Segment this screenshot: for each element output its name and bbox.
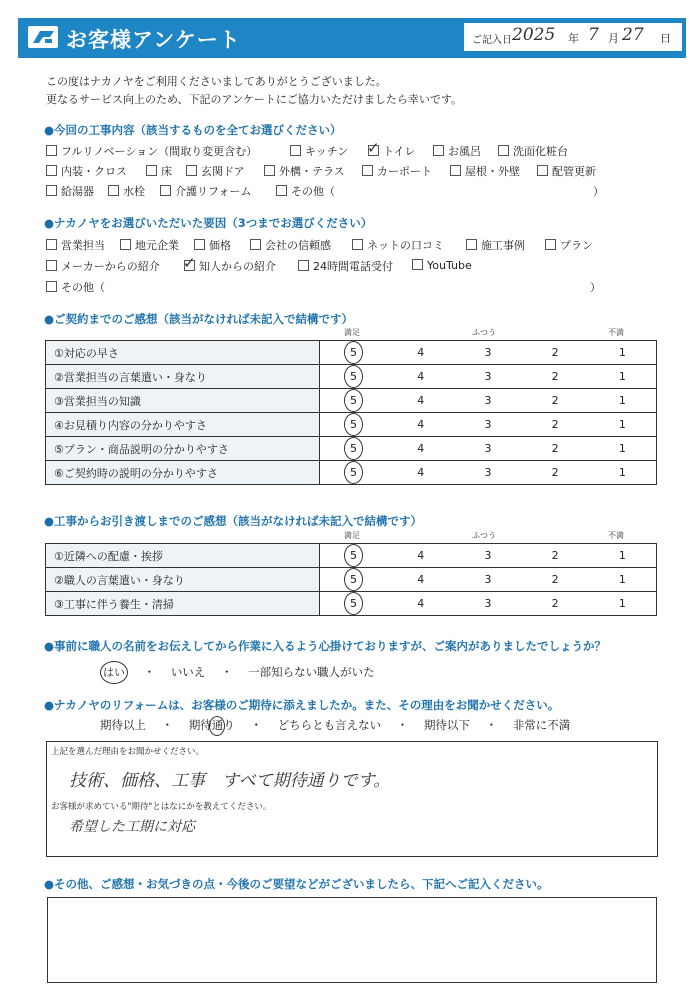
rating-value: 2 xyxy=(551,573,559,586)
q2-option-other[interactable]: その他（ xyxy=(46,279,105,295)
rating-option[interactable] xyxy=(319,365,387,389)
rating-value: 5 xyxy=(344,413,363,436)
rating-question: ②職人の言葉遣い・身なり xyxy=(46,568,320,592)
rating-option[interactable] xyxy=(454,341,521,365)
rating-option[interactable] xyxy=(589,592,657,616)
rating-question: ③工事に伴う養生・清掃 xyxy=(46,592,320,616)
q1-option[interactable]: フルリノベーション（間取り変更含む） xyxy=(46,143,257,159)
date-field[interactable] xyxy=(464,23,682,51)
q5-heading: ●事前に職人の名前をお伝えしてから作業に入るよう心掛けておりますが、ご案内がありましたでしょうか？ xyxy=(44,639,607,653)
rating-option[interactable] xyxy=(454,592,521,616)
rating-value: 3 xyxy=(484,597,492,610)
rating-option[interactable] xyxy=(387,437,454,461)
rating-row xyxy=(46,592,657,616)
q6-option[interactable]: どちらとも言えない xyxy=(277,718,382,732)
expect-handwriting: 希望した工期に対応 xyxy=(69,819,195,835)
scale-mid-label: ふつう xyxy=(472,328,496,337)
q1-option[interactable]: 玄関ドア xyxy=(186,163,245,179)
q7-heading: ●その他、ご感想・お気づきの点・今後のご要望などがございましたら、下記へご記入ください。 xyxy=(44,877,549,891)
q2-option[interactable]: 会社の信頼感 xyxy=(250,237,331,253)
rating-value: 2 xyxy=(551,346,559,359)
rating-question: ⑥ご契約時の説明の分かりやすさ xyxy=(46,461,320,485)
reason-label: 上記を選んだ理由をお聞かせください。 xyxy=(51,747,205,757)
q2-option[interactable]: 地元企業 xyxy=(120,237,179,253)
rating-value: 3 xyxy=(484,370,492,383)
rating-value: 5 xyxy=(344,592,363,615)
rating-value: 2 xyxy=(551,418,559,431)
q1-other-close: ） xyxy=(593,185,604,198)
q6-reason-box[interactable] xyxy=(46,741,658,857)
rating-option[interactable] xyxy=(522,544,589,568)
q6-option[interactable]: 期待以下 xyxy=(423,718,470,732)
rating-value: 4 xyxy=(417,597,425,610)
rating-value: 3 xyxy=(484,442,492,455)
rating-value: 1 xyxy=(618,370,626,383)
q5-option-no[interactable]: いいえ xyxy=(170,665,206,679)
rating-option[interactable] xyxy=(454,568,521,592)
rating-row xyxy=(46,341,657,365)
rating-option[interactable] xyxy=(454,461,521,485)
rating-option[interactable] xyxy=(589,365,657,389)
date-day: 27 xyxy=(622,25,644,45)
reason-handwriting: 技術、価格、工事 すべて期待通りです。 xyxy=(69,771,391,791)
date-year: 2025 xyxy=(512,25,556,45)
nakanoya-logo xyxy=(28,26,58,48)
q2-option[interactable]: 24時間電話受付 xyxy=(298,258,393,274)
scale-low-label: 不満 xyxy=(608,531,624,540)
rating-value: 3 xyxy=(484,466,492,479)
q1-option[interactable]: キッチン xyxy=(290,143,348,159)
rating-question: ④お見積り内容の分かりやすさ xyxy=(46,413,320,437)
q4-rating-table xyxy=(45,543,657,616)
scale-high-label: 満足 xyxy=(344,328,360,337)
rating-value: 1 xyxy=(618,418,626,431)
comment-box[interactable] xyxy=(47,897,657,983)
rating-value: 1 xyxy=(618,466,626,479)
rating-option[interactable] xyxy=(522,592,589,616)
rating-value: 1 xyxy=(618,442,626,455)
q2-option[interactable]: YouTube xyxy=(412,258,472,272)
rating-option[interactable] xyxy=(454,365,521,389)
q5-option-partial[interactable]: 一部知らない職人がいた xyxy=(248,665,375,679)
q3-rating-table xyxy=(45,340,657,485)
rating-value: 4 xyxy=(417,394,425,407)
rating-option[interactable] xyxy=(319,389,387,413)
rating-option[interactable] xyxy=(387,568,454,592)
date-label: ご記入日 xyxy=(472,35,512,46)
rating-option[interactable] xyxy=(387,592,454,616)
rating-value: 1 xyxy=(618,346,626,359)
rating-question: ⑤プラン・商品説明の分かりやすさ xyxy=(46,437,320,461)
rating-value: 5 xyxy=(344,365,363,388)
day-unit: 日 xyxy=(660,32,671,45)
rating-question: ①対応の早さ xyxy=(46,341,320,365)
rating-value: 2 xyxy=(551,466,559,479)
rating-value: 2 xyxy=(551,394,559,407)
rating-option[interactable] xyxy=(387,413,454,437)
q4-heading: ●工事からお引き渡しまでのご感想（該当がなければ未記入で結構です） xyxy=(44,514,423,528)
q6-options: 期待以上 ・ 期待通り ・ どちらとも言えない ・ 期待以下 ・ 非常に不満 xyxy=(100,717,570,733)
selection-circle xyxy=(209,716,225,736)
rating-row xyxy=(46,544,657,568)
rating-question: ②営業担当の言葉遣い・身なり xyxy=(46,365,320,389)
rating-option[interactable] xyxy=(387,544,454,568)
check-mark-icon: ✓ xyxy=(367,139,380,157)
q6-option[interactable]: 期待以上 xyxy=(100,718,146,732)
rating-option[interactable] xyxy=(522,365,589,389)
intro-line-2: 更なるサービス向上のため、下記のアンケートにご協力いただけましたら幸いです。 xyxy=(46,93,463,106)
expect-label: お客様が求めている"期待"とはなにかを教えてください。 xyxy=(51,802,272,812)
scale-low-label: 不満 xyxy=(608,328,624,337)
rating-option[interactable] xyxy=(589,413,657,437)
q2-option[interactable]: ネットの口コミ xyxy=(352,237,444,253)
rating-option[interactable] xyxy=(589,437,657,461)
q1-option[interactable]: 水栓 xyxy=(108,183,145,199)
rating-row xyxy=(46,365,657,389)
rating-question: ①近隣への配慮・挨拶 xyxy=(46,544,320,568)
rating-value: 4 xyxy=(417,573,425,586)
q2-heading: ●ナカノヤをお選びいただいた要因（3つまでお選びください） xyxy=(44,216,373,230)
rating-value: 4 xyxy=(417,370,425,383)
rating-option[interactable] xyxy=(522,461,589,485)
q5-options: はい ・ いいえ ・ 一部知らない職人がいた xyxy=(100,661,375,684)
rating-value: 5 xyxy=(344,568,363,591)
rating-row xyxy=(46,413,657,437)
rating-value: 3 xyxy=(484,346,492,359)
q1-heading: ●今回の工事内容（該当するものを全てお選びください） xyxy=(44,123,342,137)
rating-option[interactable] xyxy=(319,568,387,592)
header-banner xyxy=(18,18,686,58)
rating-row xyxy=(46,568,657,592)
rating-value: 4 xyxy=(417,549,425,562)
rating-option[interactable] xyxy=(454,437,521,461)
rating-option[interactable] xyxy=(387,389,454,413)
rating-value: 4 xyxy=(417,466,425,479)
rating-option[interactable] xyxy=(522,437,589,461)
q1-option[interactable]: 内装・クロス xyxy=(46,163,127,179)
rating-row xyxy=(46,437,657,461)
q6-option[interactable]: 非常に不満 xyxy=(512,718,571,732)
q2-option[interactable]: プラン xyxy=(545,237,593,253)
check-mark-icon: ✓ xyxy=(183,254,196,272)
rating-value: 5 xyxy=(344,461,363,484)
q1-option[interactable]: お風呂 xyxy=(433,143,481,159)
q6-option-selected[interactable]: 期待通り xyxy=(189,718,239,732)
rating-option[interactable] xyxy=(319,461,387,485)
rating-value: 2 xyxy=(551,597,559,610)
rating-option[interactable] xyxy=(387,341,454,365)
q6-heading: ●ナカノヤのリフォームは、お客様のご期待に添えましたか。また、その理由をお聞かせください。 xyxy=(44,698,560,712)
page-title: お客様アンケート xyxy=(66,28,241,52)
rating-value: 4 xyxy=(417,346,425,359)
rating-value: 5 xyxy=(344,544,363,567)
q2-option[interactable]: メーカーからの紹介 xyxy=(46,258,160,274)
rating-option[interactable] xyxy=(522,413,589,437)
rating-option[interactable] xyxy=(319,413,387,437)
q3-heading: ●ご契約までのご感想（該当がなければ未記入で結構です） xyxy=(44,312,354,326)
rating-option[interactable] xyxy=(589,389,657,413)
rating-option[interactable] xyxy=(589,341,657,365)
rating-value: 3 xyxy=(484,573,492,586)
rating-value: 3 xyxy=(484,394,492,407)
rating-option[interactable] xyxy=(319,341,387,365)
rating-question: ③営業担当の知識 xyxy=(46,389,320,413)
month-unit: 月 xyxy=(608,32,619,45)
rating-option[interactable] xyxy=(589,568,657,592)
rating-option[interactable] xyxy=(454,413,521,437)
rating-value: 5 xyxy=(344,389,363,412)
rating-option[interactable] xyxy=(522,341,589,365)
rating-value: 2 xyxy=(551,370,559,383)
q1-option[interactable]: 介護リフォーム xyxy=(160,183,251,199)
rating-option[interactable] xyxy=(522,568,589,592)
rating-option[interactable] xyxy=(319,437,387,461)
rating-value: 5 xyxy=(344,341,363,364)
rating-value: 1 xyxy=(618,597,626,610)
rating-value: 1 xyxy=(618,573,626,586)
q1-option-other[interactable]: その他（ xyxy=(276,183,335,199)
rating-value: 2 xyxy=(551,549,559,562)
date-month: 7 xyxy=(588,25,599,45)
q2-option[interactable]: 施工事例 xyxy=(466,237,525,253)
rating-option[interactable] xyxy=(522,389,589,413)
q1-option-checked[interactable]: ✓ トイレ xyxy=(367,139,416,158)
q1-option[interactable]: 床 xyxy=(146,163,172,179)
rating-value: 4 xyxy=(417,418,425,431)
q2-option-checked[interactable]: ✓ 知人からの紹介 xyxy=(183,254,276,273)
q1-option[interactable]: 外構・テラス xyxy=(264,163,345,179)
rating-value: 1 xyxy=(618,549,626,562)
rating-option[interactable] xyxy=(319,592,387,616)
rating-value: 3 xyxy=(484,549,492,562)
rating-value: 1 xyxy=(618,394,626,407)
q1-option[interactable]: 屋根・外壁 xyxy=(450,163,520,179)
rating-row xyxy=(46,389,657,413)
q5-option-yes[interactable]: はい xyxy=(100,661,128,684)
rating-option[interactable] xyxy=(387,461,454,485)
q1-option[interactable]: カーポート xyxy=(362,163,432,179)
rating-option[interactable] xyxy=(454,544,521,568)
rating-value: 5 xyxy=(344,437,363,460)
intro-line-1: この度はナカノヤをご利用くださいましてありがとうございました。 xyxy=(46,75,387,88)
rating-value: 2 xyxy=(551,442,559,455)
q2-other-close: ） xyxy=(590,281,601,294)
rating-value: 4 xyxy=(417,442,425,455)
scale-mid-label: ふつう xyxy=(472,531,496,540)
rating-option[interactable] xyxy=(454,389,521,413)
scale-high-label: 満足 xyxy=(344,531,360,540)
rating-value: 3 xyxy=(484,418,492,431)
rating-row xyxy=(46,461,657,485)
q1-option[interactable]: 配管更新 xyxy=(537,163,596,179)
q2-option[interactable]: 営業担当 xyxy=(46,237,105,253)
rating-option[interactable] xyxy=(319,544,387,568)
q1-option[interactable]: 給湯器 xyxy=(46,183,94,199)
rating-option[interactable] xyxy=(589,544,657,568)
rating-option[interactable] xyxy=(387,365,454,389)
q1-option[interactable]: 洗面化粧台 xyxy=(498,143,568,159)
year-unit: 年 xyxy=(568,32,579,45)
q2-option[interactable]: 価格 xyxy=(194,237,231,253)
rating-option[interactable] xyxy=(589,461,657,485)
